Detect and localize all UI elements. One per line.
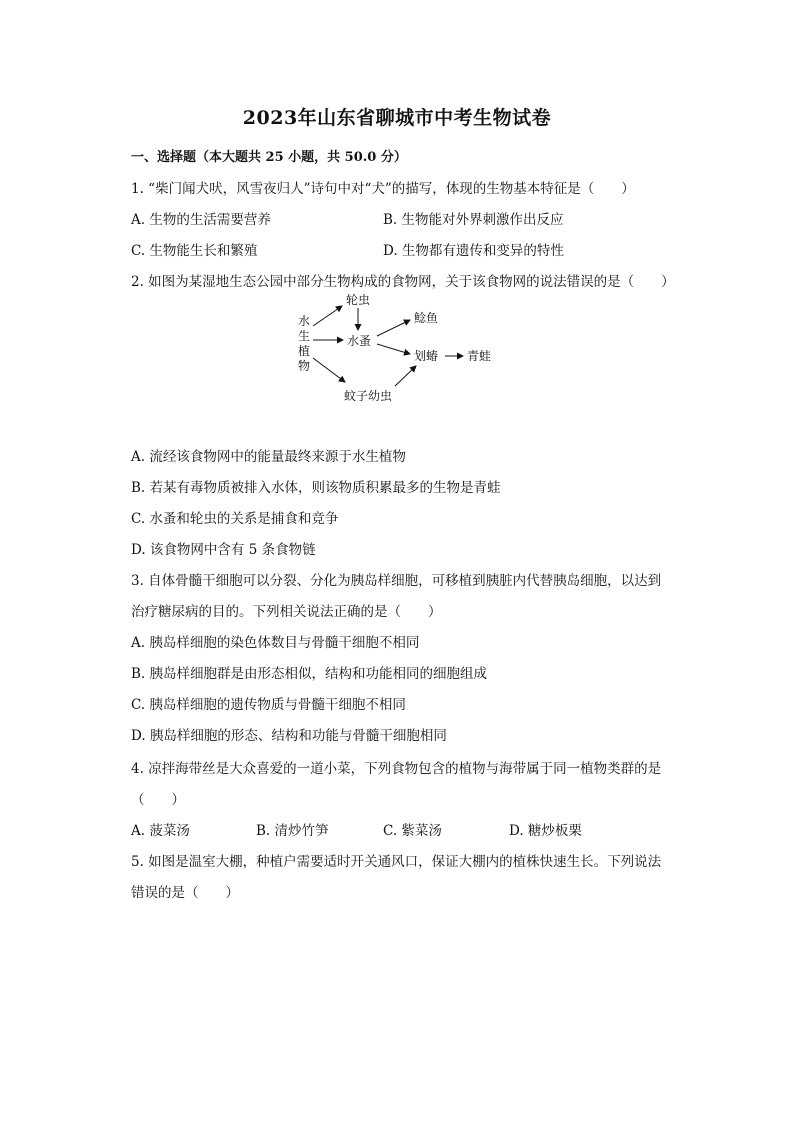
node-shuizao: 水蚤	[347, 334, 372, 348]
question-4-option-b: B. 清炒竹笋	[256, 823, 329, 839]
question-2-option-d: D. 该食物网中含有 5 条食物链	[131, 542, 316, 558]
question-3-option-d: D. 胰岛样细胞的形态、结构和功能与骨髓干细胞相同	[131, 728, 447, 744]
plant-label-char-1: 水	[298, 314, 311, 328]
question-3-option-c: C. 胰岛样细胞的遗传物质与骨髓干细胞不相同	[131, 697, 406, 713]
question-5-stem-line-2: 错误的是（ ）	[131, 885, 239, 901]
node-wenzi: 蚊子幼虫	[344, 389, 393, 403]
arrow-shuizao-huachi	[377, 344, 410, 354]
arrow-plant-wenzi	[313, 358, 345, 382]
arrow-wenzi-huachi	[395, 366, 416, 386]
question-1-option-d: D. 生物都有遗传和变异的特性	[383, 243, 564, 259]
node-lunchong: 轮虫	[346, 293, 371, 307]
question-4-stem-line-2: （ ）	[131, 792, 185, 808]
node-qingwa: 青蛙	[467, 349, 492, 363]
node-huachi: 划蝽	[414, 349, 439, 363]
food-web-diagram	[290, 290, 510, 410]
food-web-svg	[290, 290, 510, 410]
question-1-stem: 1. “柴门闻犬吠，风雪夜归人”诗句中对“犬”的描写，体现的生物基本特征是（ ）	[131, 181, 635, 197]
arrow-shuizao-guiyu	[377, 320, 410, 336]
arrow-plant-lunchong	[313, 306, 342, 326]
question-1-option-b: B. 生物能对外界刺激作出反应	[383, 212, 564, 228]
question-1-option-c: C. 生物能生长和繁殖	[131, 243, 258, 259]
question-3-option-b: B. 胰岛样细胞群是由形态相似，结构和功能相同的细胞组成	[131, 666, 488, 682]
node-guiyu: 鲶鱼	[414, 311, 439, 325]
section-heading: 一、选择题（本大题共 25 小题，共 50.0 分）	[131, 150, 407, 165]
plant-label-char-3: 植	[298, 344, 311, 358]
food-web-arrows	[313, 306, 463, 386]
plant-label-char-2: 生	[298, 329, 311, 343]
question-4-option-c: C. 紫菜汤	[383, 823, 442, 839]
question-4-stem-line-1: 4. 凉拌海带丝是大众喜爱的一道小菜，下列食物包含的植物与海带属于同一植物类群的是	[131, 761, 662, 777]
question-3-stem-line-1: 3. 自体骨髓干细胞可以分裂、分化为胰岛样细胞，可移植到胰脏内代替胰岛细胞，以达到	[131, 573, 662, 589]
question-4-option-d: D. 糖炒板栗	[509, 823, 582, 839]
question-2-stem: 2. 如图为某湿地生态公园中部分生物构成的食物网，关于该食物网的说法错误的是（ ）	[131, 274, 675, 290]
question-3-option-a: A. 胰岛样细胞的染色体数目与骨髓干细胞不相同	[131, 635, 420, 651]
question-5-stem-line-1: 5. 如图是温室大棚，种植户需要适时开关通风口，保证大棚内的植株快速生长。下列说法	[131, 854, 662, 870]
plant-label-char-4: 物	[298, 359, 311, 373]
question-3-stem-line-2: 治疗糖尿病的目的。下列相关说法正确的是（ ）	[131, 604, 442, 620]
question-2-option-b: B. 若某有毒物质被排入水体，则该物质积累最多的生物是青蛙	[131, 480, 501, 496]
question-1-option-a: A. 生物的生活需要营养	[131, 212, 271, 228]
question-2-option-a: A. 流经该食物网中的能量最终来源于水生植物	[131, 449, 406, 465]
page-title: 2023年山东省聊城市中考生物试卷	[242, 107, 552, 129]
question-4-option-a: A. 菠菜汤	[131, 823, 190, 839]
question-2-option-c: C. 水蚤和轮虫的关系是捕食和竞争	[131, 511, 339, 527]
